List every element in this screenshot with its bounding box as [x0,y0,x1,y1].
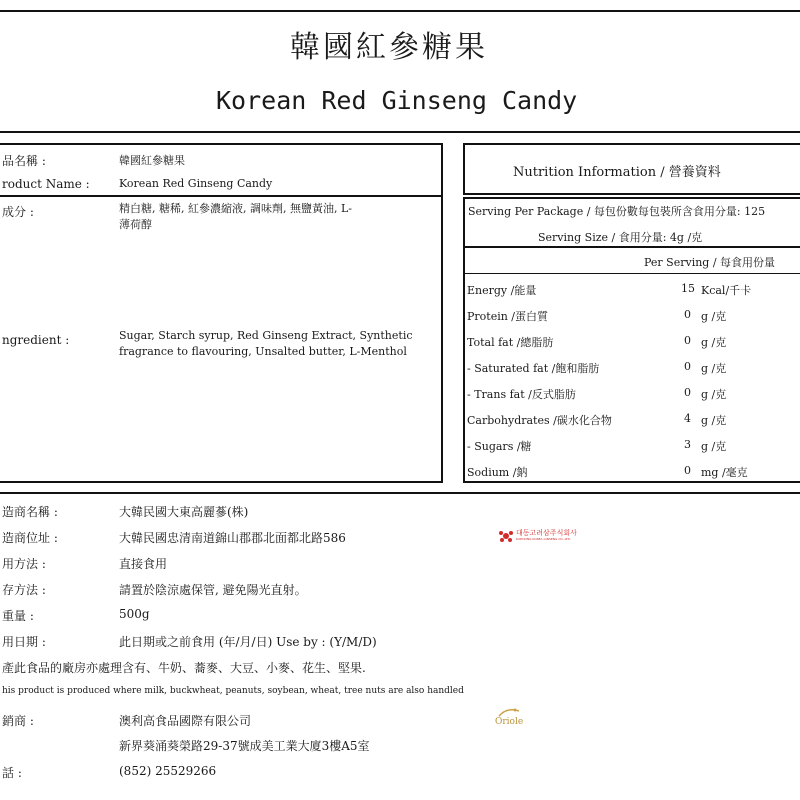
address-label: 造商位址 : [2,531,58,545]
allergen-notice-en: his product is produced where milk, buckwheat, peanuts, soybean, wheat, tree nuts are also handled [2,686,464,696]
nutrient-value: 0 [684,360,691,373]
weight-value: 500g [119,607,150,621]
nutrient-value: 0 [684,386,691,399]
daedong-emblem-icon [498,529,514,543]
product-name-divider [0,195,443,197]
ingredients-value-en-line1: Sugar, Starch syrup, Red Ginseng Extract, Synthetic [119,329,413,342]
product-name-value-en: Korean Red Ginseng Candy [119,177,273,190]
oriole-logo-text: Oriole [495,717,524,727]
expiry-value: 此日期或之前食用 (年/月/日) Use by : (Y/M/D) [119,635,377,649]
usage-value: 直接食用 [119,557,168,571]
nutrient-value: 3 [684,438,691,451]
nutrient-name: Sodium /鈉 [467,466,528,479]
phone-label: 話 : [2,766,22,780]
nutrient-unit: g /克 [701,414,727,427]
ingredients-value-en-line2: fragrance to flavouring, Unsalted butter, L-Menthol [119,345,407,358]
nutrient-name: Energy /能量 [467,284,537,297]
product-name-label-en: roduct Name : [2,177,90,191]
nutrient-name: - Sugars /糖 [467,440,532,453]
allergen-notice-cn: 產此食品的廠房亦處理含有、牛奶、蕎麥、大豆、小麥、花生、堅果. [2,661,366,675]
ingredients-value-cn-line1: 精白糖, 糖稀, 紅參濃縮液, 調味劑, 無鹽黃油, L- [119,202,352,215]
per-serving-header: Per Serving / 每食用份量 [644,256,776,269]
daedong-logo-subtext: DAEDONG KOREA GINSENG CO.,LTD. [516,537,571,541]
nutrient-value: 0 [684,308,691,321]
oriole-logo [493,706,525,730]
daedong-logo-text: 대동고려삼주식회사 [516,529,577,537]
nutrient-unit: g /克 [701,388,727,401]
serving-divider [463,246,800,248]
nutrient-value: 4 [684,412,691,425]
nutrition-title: Nutrition Information / 營養資料 [513,165,721,180]
distributor-value: 澳利高食品國際有限公司 [119,714,252,728]
nutrient-value: 15 [681,282,695,295]
expiry-label: 用日期 : [2,635,46,649]
nutrient-name: - Trans fat /反式脂肪 [467,388,576,401]
phone-value: (852) 25529266 [119,764,217,778]
nutrient-value: 0 [684,334,691,347]
serving-per-package: Serving Per Package / 每包份數每包裝所含食用分量: 125 [468,205,766,218]
nutrient-name: Carbohydrates /碳水化合物 [467,414,612,427]
nutrient-name: - Saturated fat /飽和脂肪 [467,362,600,375]
weight-label: 重量 : [2,609,34,623]
serving-size: Serving Size / 食用分量: 4g /克 [538,231,703,244]
storage-value: 請置於陰涼處保管, 避免陽光直射。 [119,583,307,597]
manufacturer-label: 造商名稱 : [2,505,58,519]
product-name-value-cn: 韓國紅參糖果 [119,154,185,167]
ingredients-label-cn: 成分 : [2,205,34,219]
nutrient-name: Total fat /總脂肪 [467,336,554,349]
nutrient-unit: mg /毫克 [701,466,748,479]
nutrient-unit: g /克 [701,362,727,375]
ingredients-value-cn-line2: 薄荷醇 [119,218,152,231]
distributor-address: 新界葵涌葵榮路29-37號成美工業大廈3樓A5室 [119,739,370,753]
nutrient-value: 0 [684,464,691,477]
product-info-box [0,143,443,483]
storage-label: 存方法 : [2,583,46,597]
usage-label: 用方法 : [2,557,46,571]
nutrient-unit: g /克 [701,310,727,323]
ingredients-label-en: ngredient : [2,333,70,347]
product-name-label-cn: 品名稱 : [2,154,46,168]
title-english: Korean Red Ginseng Candy [216,86,578,115]
distributor-label: 銷商 : [2,714,34,728]
title-chinese: 韓國紅參糖果 [290,30,488,65]
manufacturer-value: 大韓民國大東高麗蔘(株) [119,505,249,519]
address-value: 大韓民國忠清南道錦山郡郡北面都北路586 [119,531,346,545]
nutrient-unit: g /克 [701,440,727,453]
nutrient-unit: Kcal/千卡 [701,284,752,297]
per-serving-divider [463,273,800,274]
nutrient-unit: g /克 [701,336,727,349]
nutrient-name: Protein /蛋白質 [467,310,549,323]
